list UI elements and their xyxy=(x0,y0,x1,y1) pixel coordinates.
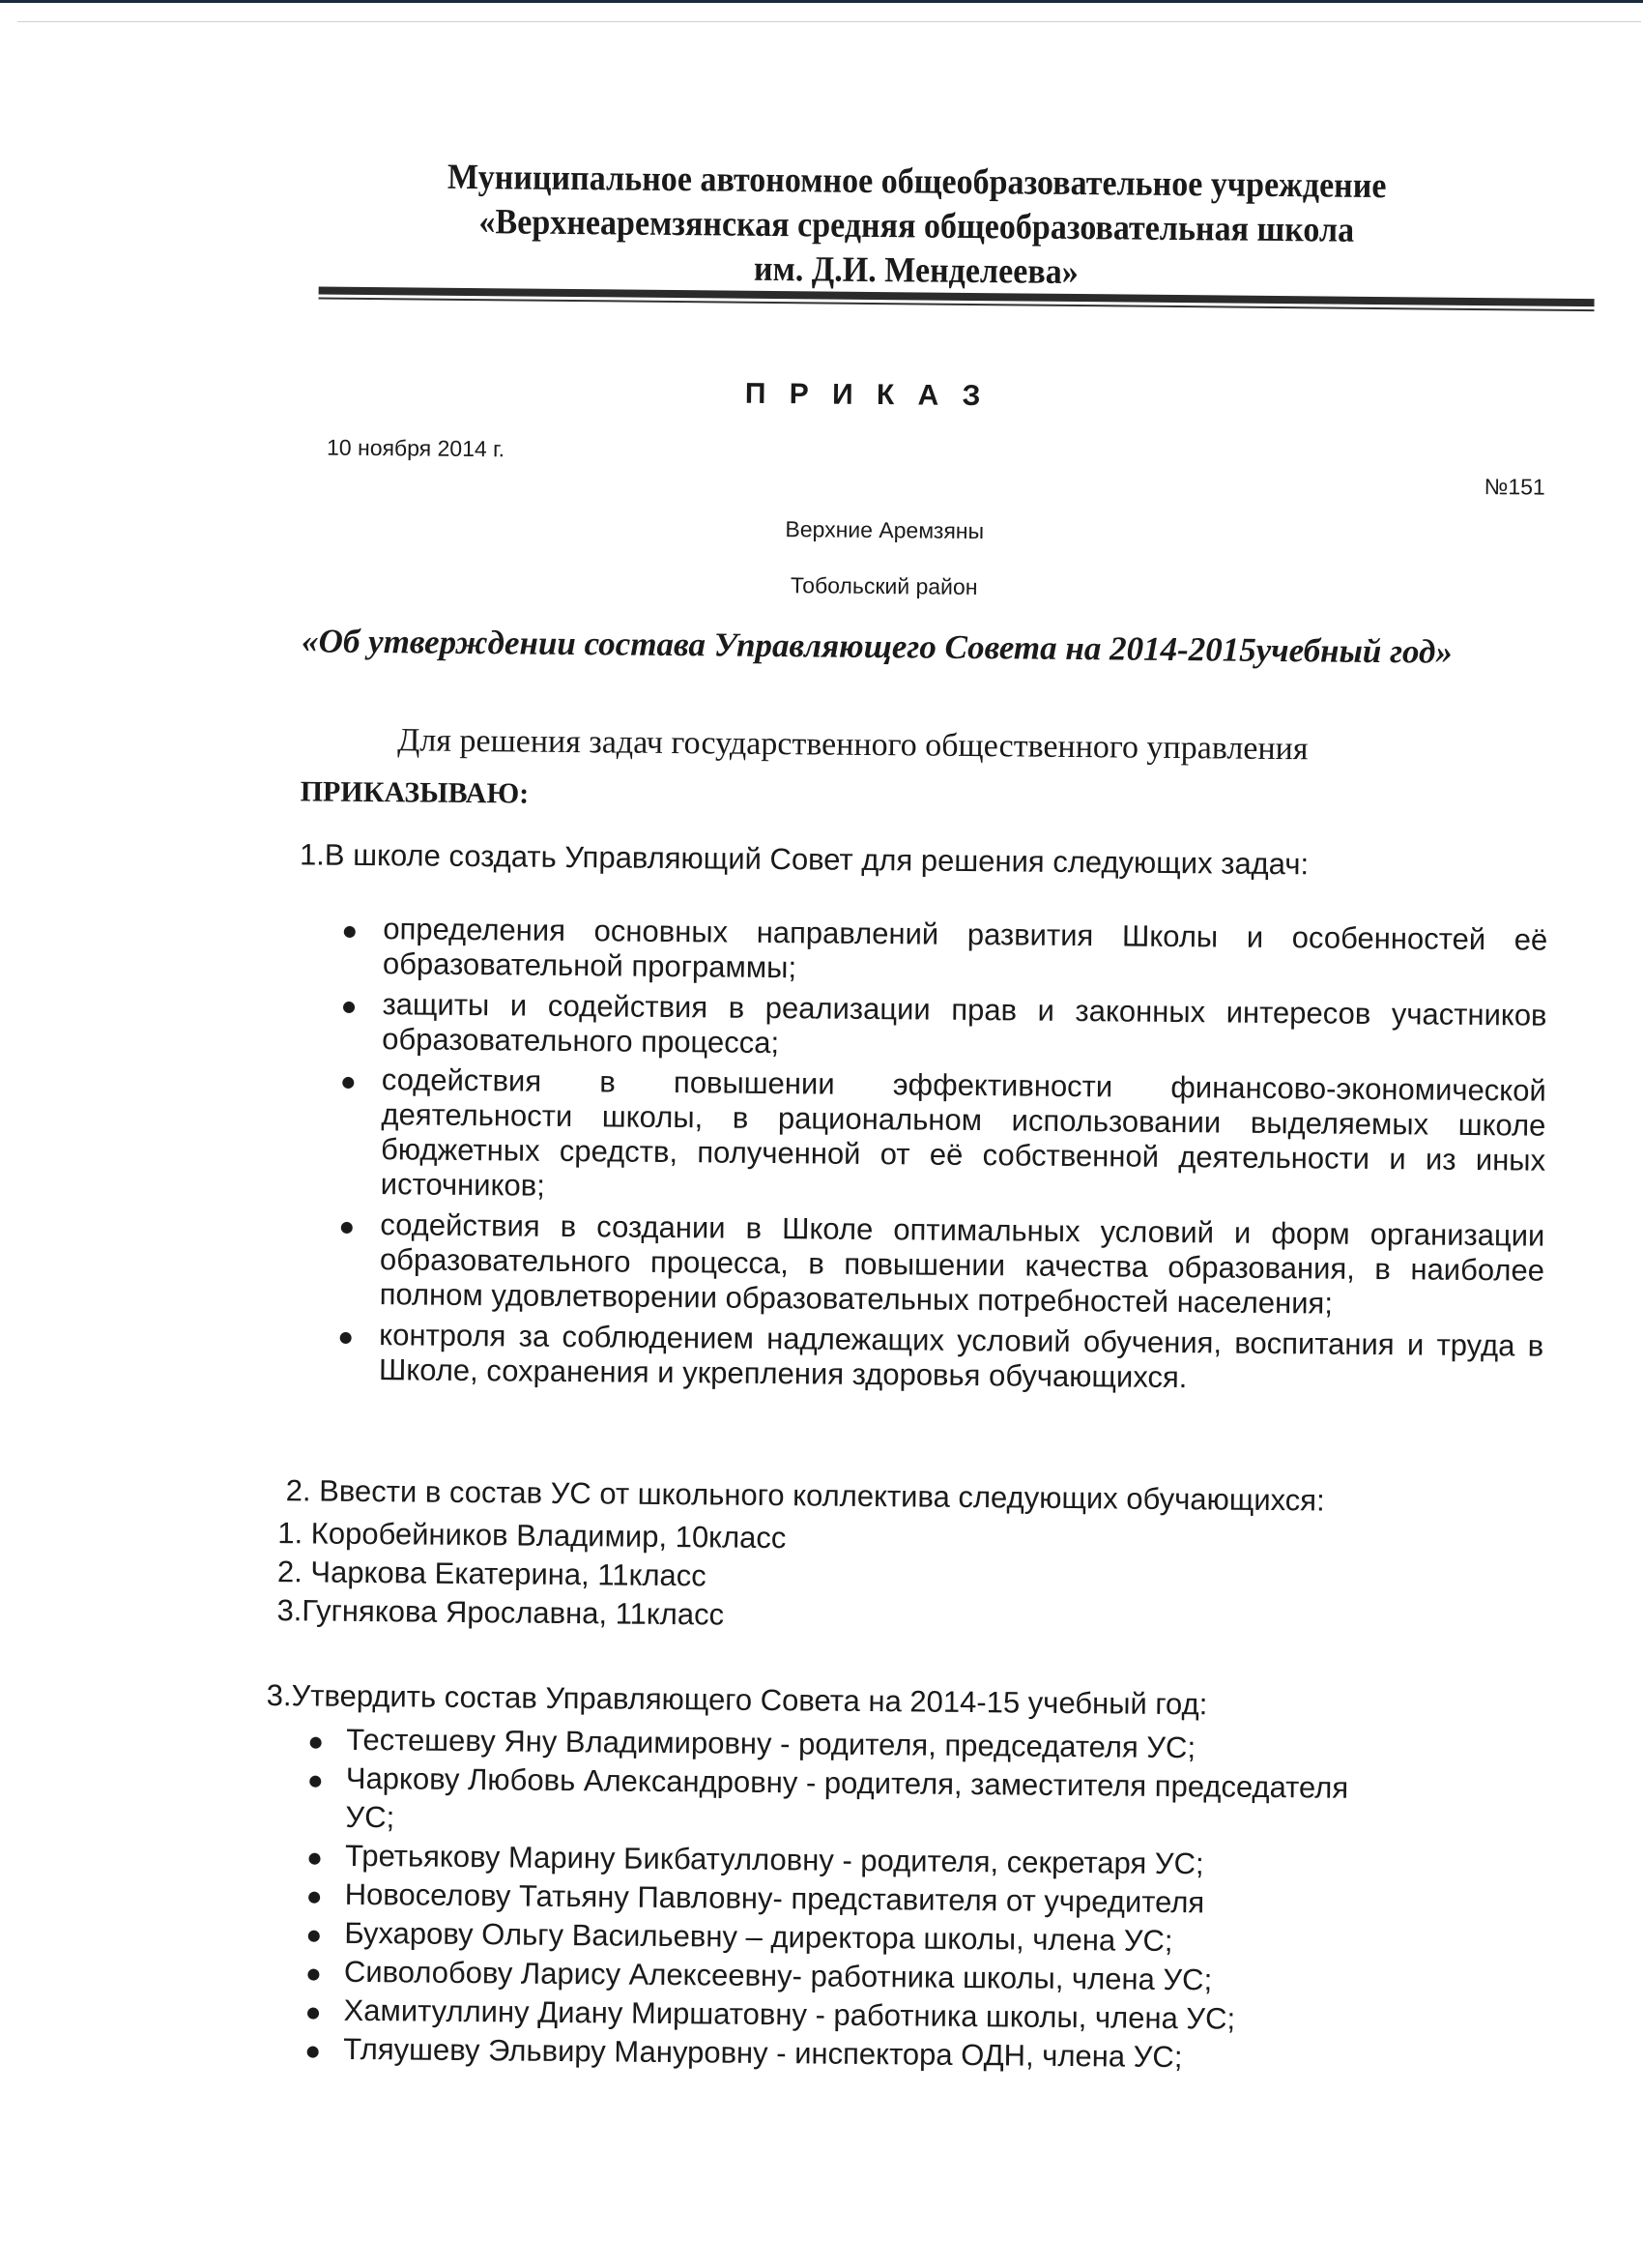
member-text: Чаркову Любовь Александровну - родителя, заместителя председателя УС; xyxy=(345,1760,1349,1835)
task-item xyxy=(328,1062,1546,1213)
bullet-dot-icon: ● xyxy=(304,2035,322,2066)
member-text: Хамитуллину Диану Миршатовну - работника школы, члена УС; xyxy=(343,1992,1236,2036)
order-subject: «Об утверждении состава Управляющего Совета на 2014-2015учебный год» xyxy=(301,622,1454,671)
item-3-heading: 3.Утвердить состав Управляющего Совета на 2014-15 учебный год: xyxy=(266,1678,1208,1722)
bullet-dot-icon: ● xyxy=(304,1996,322,2027)
bullet-dot-icon: ● xyxy=(307,1726,325,1757)
organization-header xyxy=(373,155,1459,299)
order-number: №151 xyxy=(1484,474,1545,500)
orders-label: ПРИКАЗЫВАЮ: xyxy=(300,775,530,810)
org-line-2: «Верхнеаремзянская средняя общеобразовательная школа xyxy=(478,202,1355,250)
member-text: Тестешеву Яну Владимировну - родителя, председателя УС; xyxy=(346,1722,1196,1765)
student-item: 1. Коробейников Владимир, 10класс xyxy=(277,1516,787,1556)
task-list xyxy=(326,912,1548,1405)
task-text: определения основных направлений развития Школы и особенностей её образовательной программы; xyxy=(382,912,1548,985)
org-line-3: им. Д.И. Менделеева» xyxy=(753,248,1079,293)
student-item: 2. Чаркова Екатерина, 11класс xyxy=(276,1555,706,1593)
student-item: 3.Гугнякова Ярославна, 11класс xyxy=(276,1593,725,1632)
item-2-heading: 2. Ввести в состав УС от школьного коллектива следующих обучающихся: xyxy=(285,1473,1325,1518)
task-text: содействия в создании в Школе оптимальных условий и форм организации образовательного процесса, в повышении качества образования, в наиболее полном удовлетворении образовательных потребностей населения; xyxy=(379,1207,1545,1321)
member-text: Сиволобову Ларису Алексеевну- работника школы, члена УС; xyxy=(343,1954,1213,1997)
council-member-list xyxy=(300,1720,1366,2079)
task-text: защиты и содействия в реализации прав и законных интересов участников образовательного процесса; xyxy=(382,987,1547,1061)
student-list xyxy=(276,1514,786,1635)
member-text: Третьякову Марину Бикбатулловну - родителя, секретаря УС; xyxy=(344,1838,1204,1881)
task-text: контроля за соблюдением надлежащих условий обучения, воспитания и труда в Школе, сохранения и укрепления здоровья обучающихся. xyxy=(378,1318,1544,1395)
bullet-dot-icon: ● xyxy=(338,1210,356,1241)
place-district: Тобольский район xyxy=(790,572,978,600)
task-item xyxy=(329,987,1547,1068)
bullet-dot-icon: ● xyxy=(305,1842,324,1873)
org-line-1: Муниципальное автономное общеобразовательное учреждение xyxy=(447,157,1387,207)
task-item xyxy=(327,1207,1545,1323)
bullet-dot-icon: ● xyxy=(341,915,359,945)
bullet-dot-icon: ● xyxy=(340,990,358,1021)
place-village: Верхние Аремзяны xyxy=(785,516,985,544)
member-item xyxy=(302,1759,1366,1846)
bullet-dot-icon: ● xyxy=(337,1321,355,1352)
document-title: П Р И К А З xyxy=(744,377,989,413)
bullet-dot-icon: ● xyxy=(305,1919,323,1950)
bullet-dot-icon: ● xyxy=(304,1958,323,1989)
order-date: 10 ноября 2014 г. xyxy=(326,434,505,462)
task-item xyxy=(326,1318,1544,1399)
member-text: Бухарову Ольгу Васильевну – директора школы, члена УС; xyxy=(344,1915,1173,1959)
order-purpose: Для решения задач государственного общественного управления xyxy=(397,722,1309,768)
bullet-dot-icon: ● xyxy=(306,1764,324,1795)
member-text: Новоселову Татьяну Павловну- представителя от учредителя xyxy=(344,1876,1205,1920)
task-text: содействия в повышении эффективности финансово-экономической деятельности школы, в рациональном использовании выделяемых школе бюджетных средств, полученной от её собственной деятельности и из иных источников; xyxy=(380,1062,1546,1203)
task-item xyxy=(330,912,1548,993)
bullet-dot-icon: ● xyxy=(339,1065,357,1096)
item-1-heading: 1.В школе создать Управляющий Совет для решения следующих задач: xyxy=(299,837,1310,882)
bullet-dot-icon: ● xyxy=(305,1880,323,1911)
member-text: Тляушеву Эльвиру Мануровну - инспектора ОДН, члена УС; xyxy=(343,2031,1183,2075)
